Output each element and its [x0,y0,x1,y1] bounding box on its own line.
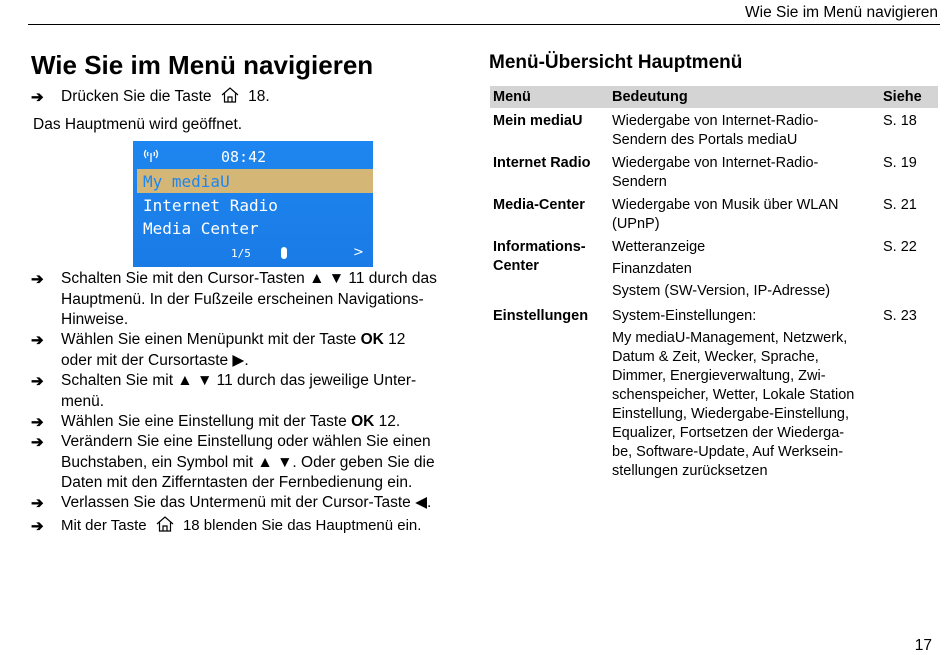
menu-line: Informations- [493,239,586,255]
see-cell: S. 23 [883,308,917,324]
menu-cell: Mein mediaU [493,113,583,129]
step-2-line-2: Hauptmenü. In der Fußzeile erscheinen Navigations- [61,290,424,308]
meaning-line: My mediaU-Management, Netzwerk, [612,330,848,346]
meaning-line: Wiedergabe von Musik über WLAN [612,197,839,213]
table-row [490,307,938,481]
step-6-line-3: Daten mit den Zifferntasten der Fernbedienung ein. [61,474,413,491]
meaning-cell [609,238,880,301]
column-header: Menü [490,86,609,108]
step-3-line-1 [61,330,405,351]
meaning-line: stellungen zurücksetzen [612,463,768,479]
step-2 [61,269,437,331]
arrow-icon: ➔ [31,434,44,451]
step-1-text: Drücken Sie die Taste [61,88,212,105]
meaning-line: Wiedergabe von Internet-Radio- [612,155,819,171]
step-8-text: Mit der Taste [61,517,147,534]
display-item-media-center: Media Center [143,219,259,238]
step-5-text: Wählen Sie eine Einstellung mit der Taste [61,413,347,430]
step-6-line-1: Verändern Sie eine Einstellung oder wählen Sie einen [61,433,431,450]
meaning-line: be, Software-Update, Auf Werksein- [612,444,844,460]
display-pager: 1/5 [231,247,251,260]
ok-key: OK [360,331,384,348]
column-header: Bedeutung [609,86,880,108]
menu-cell: Internet Radio [493,155,591,171]
arrow-icon: ➔ [31,271,44,288]
see-cell: S. 21 [883,197,917,213]
menu-opened-text: Das Hauptmenü wird geöffnet. [33,116,243,133]
display-item-internet-radio: Internet Radio [143,196,278,215]
meaning-line: Finanzdaten [612,261,692,277]
step-8-rest: 18 blenden Sie das Hauptmenü ein. [182,517,422,534]
display-time: 08:42 [221,148,267,166]
table-row [490,196,938,234]
see-cell: S. 19 [883,155,917,171]
step-5-number: 12. [378,413,401,430]
step-1-number: 18. [248,88,270,105]
arrow-icon: ➔ [31,373,44,390]
step-3 [61,330,405,371]
home-icon [155,515,175,539]
page-number: 17 [914,637,932,654]
menu-cell: Einstellungen [493,308,589,324]
table-row [490,112,938,150]
step-1 [61,86,270,110]
meaning-line: Sendern [612,174,667,190]
step-3-line-2: oder mit der Cursortaste ▶. [61,351,249,369]
display-scroll-indicator [281,247,287,259]
header-rule [28,24,940,25]
step-4-line-1: Schalten Sie mit ▲ ▼ 11 durch das jeweilige Unter- [61,372,417,389]
step-6-line-2: Buchstaben, ein Symbol mit ▲ ▼. Oder geben Sie die [61,453,435,471]
radio-display-screenshot [133,141,373,267]
meaning-line: Equalizer, Fortsetzen der Wiederga- [612,425,845,441]
table-row [490,154,938,192]
table-row [490,238,938,301]
home-icon [220,86,240,110]
meaning-line: System (SW-Version, IP-Adresse) [612,283,831,299]
column-header: Siehe [880,86,938,108]
menu-overview-table [490,86,938,481]
arrow-icon: ➔ [31,495,44,512]
meaning-line: Wiedergabe von Internet-Radio- [612,113,819,129]
meaning-cell [609,196,880,234]
step-8 [61,515,421,539]
arrow-icon: ➔ [31,332,44,349]
meaning-line: Datum & Zeit, Wecker, Sprache, [612,349,819,365]
meaning-cell [609,112,880,150]
page-title: Wie Sie im Menü navigieren [31,50,374,80]
meaning-cell [609,307,880,481]
step-3-number: 12 [388,331,406,348]
menu-line: Center [493,258,539,274]
meaning-line: Dimmer, Energieverwaltung, Zwi- [612,368,826,384]
meaning-cell [609,154,880,192]
step-4 [61,371,416,412]
display-item-my-mediau: My mediaU [143,172,230,191]
arrow-icon: ➔ [31,414,44,431]
running-header: Wie Sie im Menü navigieren [745,4,938,21]
see-cell: S. 22 [883,239,917,255]
meaning-line: Einstellung, Wiedergabe-Einstellung, [612,406,849,422]
step-4-line-2: menü. [61,392,105,410]
arrow-icon: ➔ [31,518,44,535]
meaning-line: System-Einstellungen: [612,308,757,324]
step-6 [61,432,435,494]
arrow-icon: ➔ [31,89,44,106]
menu-overview-title: Menü-Übersicht Hauptmenü [489,52,743,73]
meaning-line: Sendern des Portals mediaU [612,132,798,148]
step-5-line-1 [61,412,400,433]
display-next-arrow-icon: > [353,245,364,260]
ok-key: OK [351,413,375,430]
step-2-line-1: Schalten Sie mit den Cursor-Tasten ▲ ▼ 11 durch das [61,270,437,287]
menu-cell [490,238,609,301]
step-2-line-3: Hinweise. [61,311,129,328]
step-3-text: Wählen Sie einen Menüpunkt mit der Taste [61,331,357,348]
menu-cell: Media-Center [493,197,585,213]
step-7 [61,493,431,514]
meaning-line: schenspeicher, Wetter, Lokale Station [612,387,855,403]
antenna-icon [141,147,161,168]
meaning-line: (UPnP) [612,216,660,232]
step-5 [61,412,400,433]
step-7-line-1: Verlassen Sie das Untermenü mit der Cursor-Taste ◀. [61,494,432,511]
table-header-row [490,86,938,108]
meaning-line: Wetteranzeige [612,239,706,255]
see-cell: S. 18 [883,113,917,129]
